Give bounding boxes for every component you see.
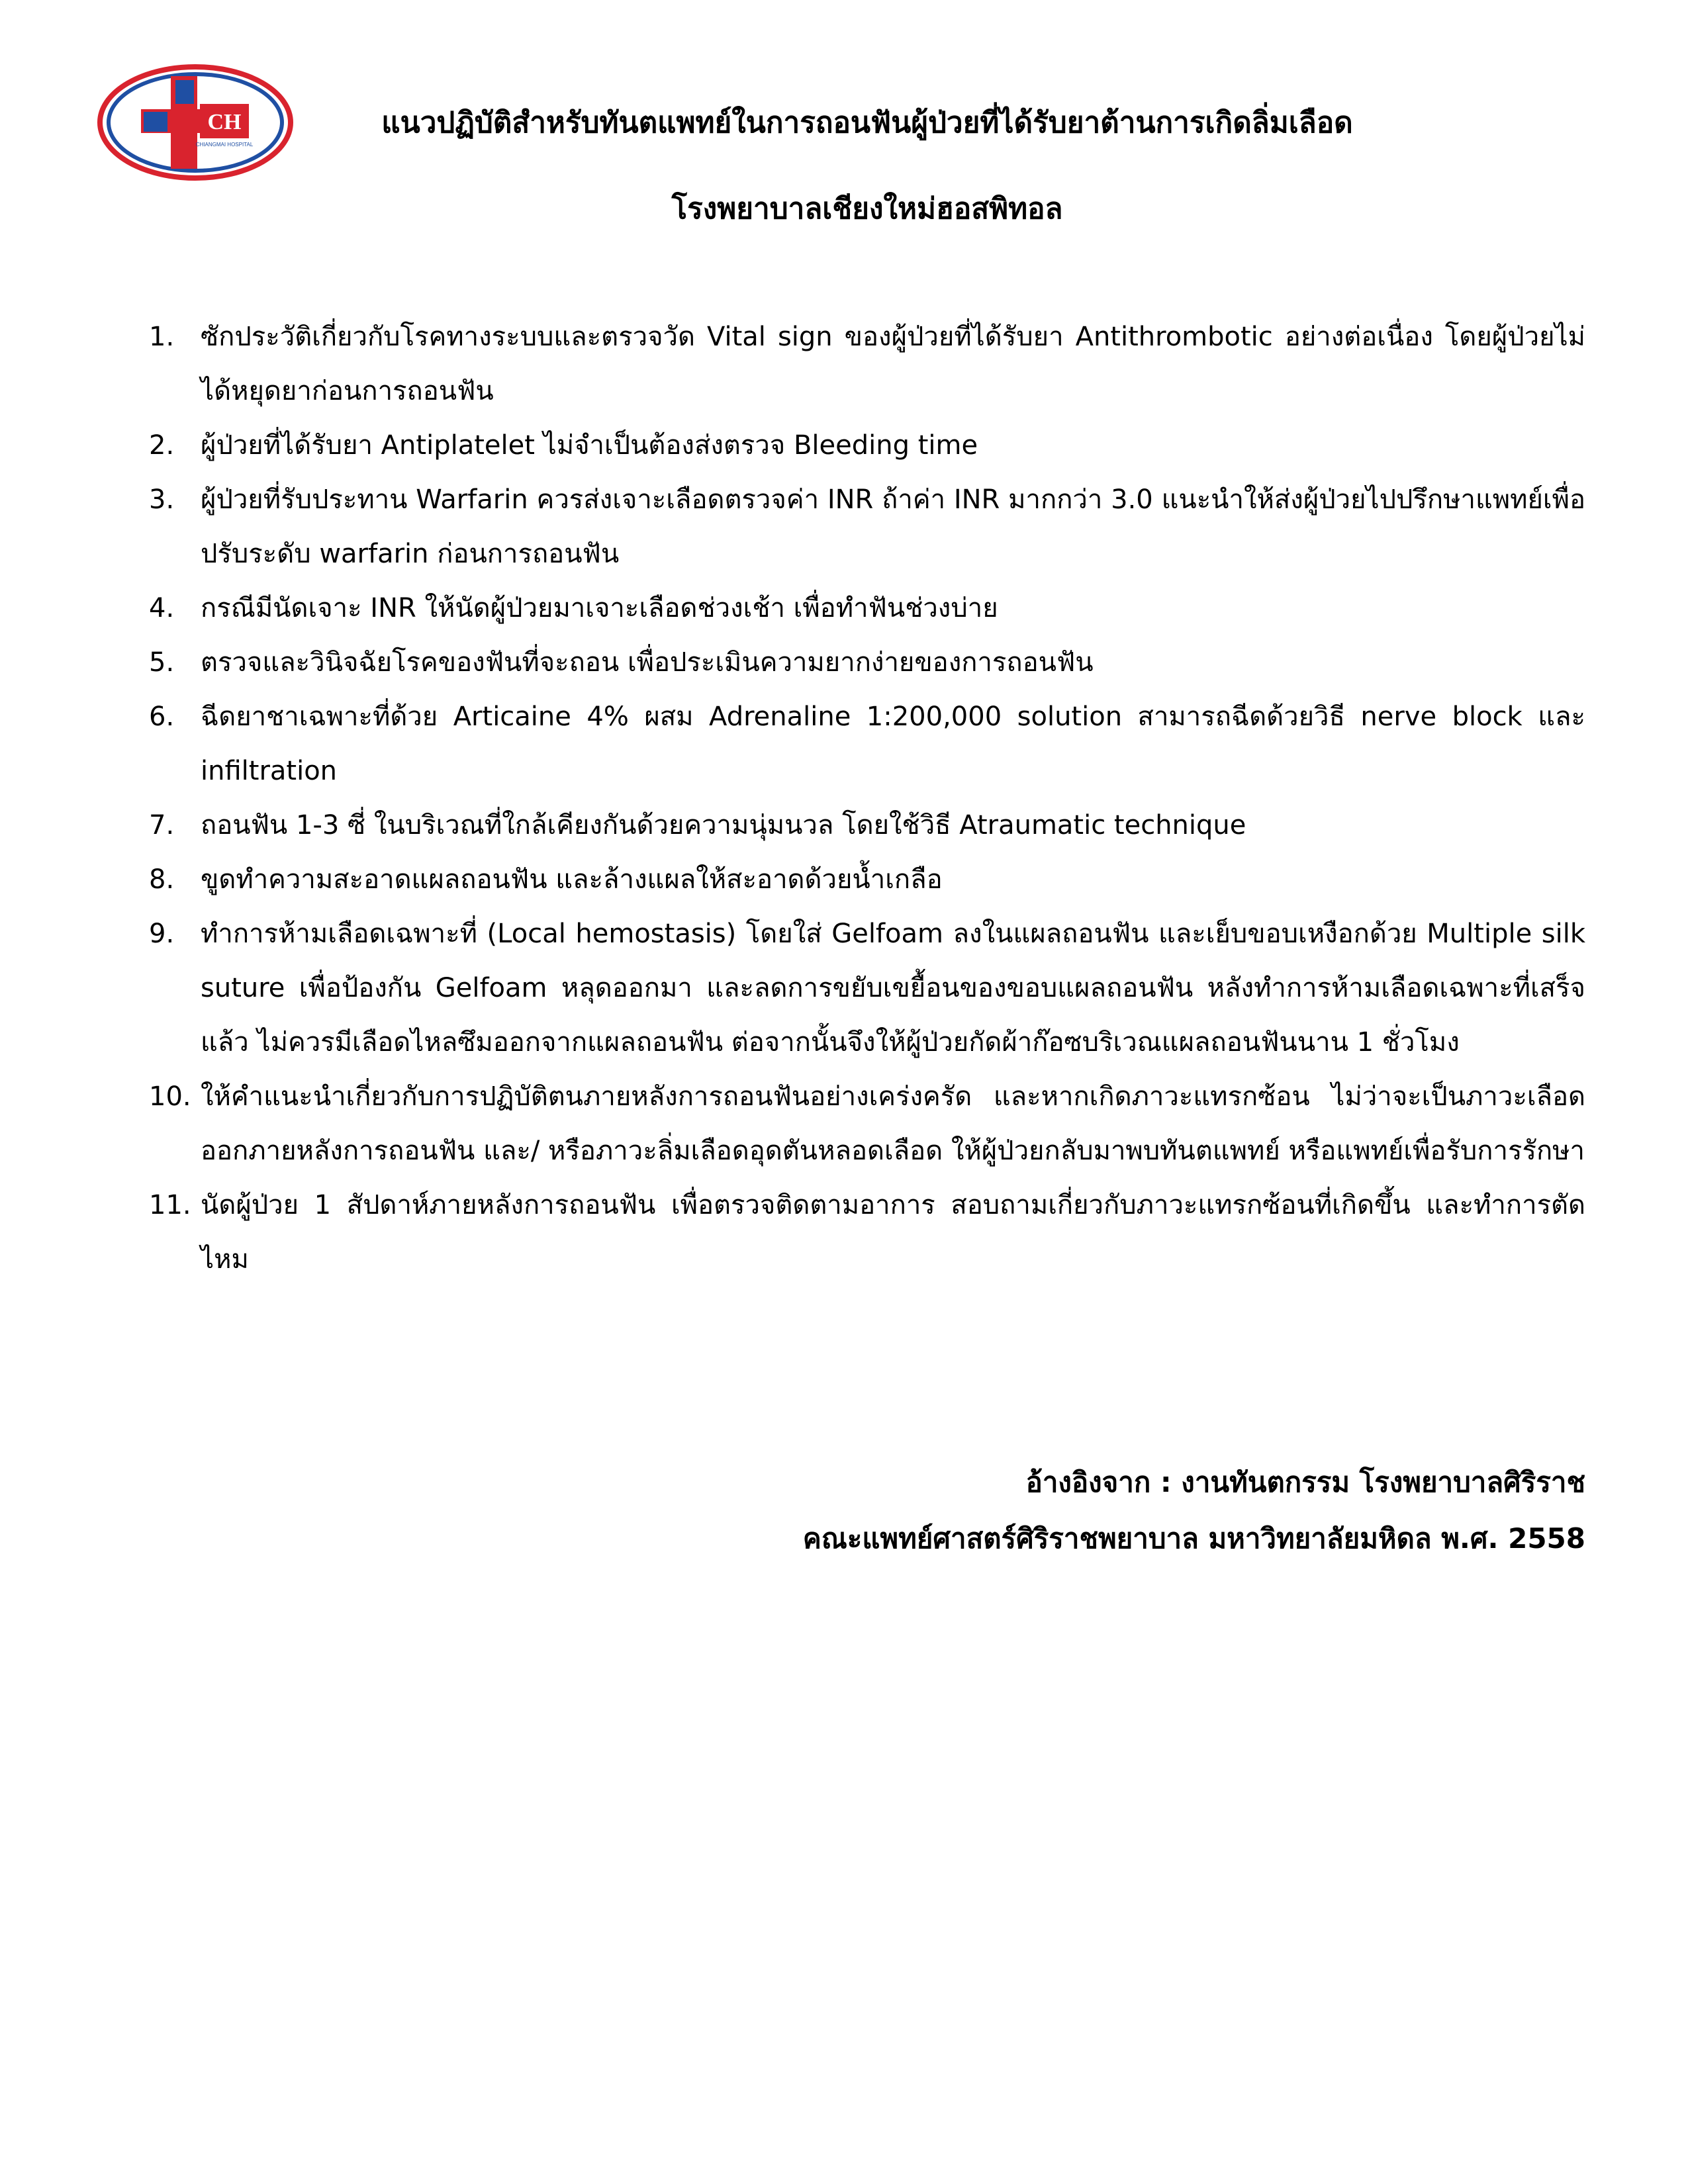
list-item <box>149 418 1585 473</box>
reference-line-2: คณะแพทย์ศาสตร์ศิริราชพยาบาล มหาวิทยาลัยมหิดล พ.ศ. 2558 <box>802 1522 1585 1555</box>
item-text: นัดผู้ป่วย 1 สัปดาห์ภายหลังการถอนฟัน เพื่อตรวจติดตามอาการ สอบถามเกี่ยวกับภาวะแทรกซ้อนที่เกิดขึ้น และทำการตัดไหม <box>201 1190 1585 1275</box>
list-item <box>149 310 1585 418</box>
item-text: ตรวจและวินิจฉัยโรคของฟันที่จะถอน เพื่อประเมินความยากง่ายของการถอนฟัน <box>201 647 1094 678</box>
item-number: 7. <box>149 810 175 841</box>
item-number: 8. <box>149 864 175 895</box>
item-text: ผู้ป่วยที่ได้รับยา Antiplatelet ไม่จำเป็นต้องส่งตรวจ Bleeding time <box>201 430 978 461</box>
item-number: 5. <box>149 647 175 678</box>
item-text: ให้คำแนะนำเกี่ยวกับการปฏิบัติตนภายหลังการถอนฟันอย่างเคร่งครัด และหากเกิดภาวะแทรกซ้อน ไม่ว่าจะเป็นภาวะเลือดออกภายหลังการถอนฟัน และ/ หรือภาวะลิ่มเลือดอุดตันหลอดเลือด ให้ผู้ป่วยกลับมาพบทันตแพทย์ หรือแพทย์เพื่อรับการรักษา <box>201 1081 1585 1166</box>
logo-caption: CHIANGMAI HOSPITAL <box>195 142 254 148</box>
page-title: แนวปฏิบัติสำหรับทันตแพทย์ในการถอนฟันผู้ป่วยที่ได้รับยาต้านการเกิดลิ่มเลือด <box>381 106 1353 140</box>
guideline-list <box>149 310 1585 1287</box>
reference-line-1: อ้างอิงจาก : งานทันตกรรม โรงพยาบาลศิริราช <box>1025 1466 1585 1498</box>
list-item <box>149 1069 1585 1178</box>
list-item <box>149 852 1585 907</box>
hospital-logo-graphic <box>96 63 295 182</box>
page-subtitle: โรงพยาบาลเชียงใหม่ฮอสพิทอล <box>671 192 1063 226</box>
list-item <box>149 798 1585 852</box>
list-item <box>149 1178 1585 1287</box>
item-number: 1. <box>149 322 175 352</box>
item-number: 3. <box>149 484 175 515</box>
item-text: ซักประวัติเกี่ยวกับโรคทางระบบและตรวจวัด Vital sign ของผู้ป่วยที่ได้รับยา Antithrombotic อย่างต่อเนื่อง โดยผู้ป่วยไม่ได้หยุดยาก่อนการถอนฟัน <box>201 322 1585 406</box>
item-text: ทำการห้ามเลือดเฉพาะที่ (Local hemostasis) โดยใส่ Gelfoam ลงในแผลถอนฟัน และเย็บขอบเหงือกด้วย Multiple silk suture เพื่อป้องกัน Gelfoam หลุดออกมา และลดการขยับเขยื้อนของขอบแผลถอนฟัน หลังทำการห้ามเลือดเฉพาะที่เสร็จแล้ว ไม่ควรมีเลือดไหลซึมออกจากแผลถอนฟัน ต่อจากนั้นจึงให้ผู้ป่วยกัดผ้าก๊อซบริเวณแผลถอนฟันนาน 1 ชั่วโมง <box>201 919 1585 1058</box>
item-text: ฉีดยาชาเฉพาะที่ด้วย Articaine 4% ผสม Adrenaline 1:200,000 solution สามารถฉีดด้วยวิธี nerve block และ infiltration <box>201 702 1585 786</box>
item-text: ขูดทำความสะอาดแผลถอนฟัน และล้างแผลให้สะอาดด้วยน้ำเกลือ <box>201 864 943 895</box>
list-item <box>149 581 1585 635</box>
list-item <box>149 907 1585 1069</box>
list-item <box>149 635 1585 690</box>
logo-text: CH <box>207 110 242 134</box>
list-item <box>149 690 1585 798</box>
item-number: 6. <box>149 702 175 732</box>
item-number: 11. <box>149 1190 191 1220</box>
list-item <box>149 473 1585 581</box>
item-number: 4. <box>149 593 175 623</box>
item-number: 9. <box>149 919 175 949</box>
item-number: 10. <box>149 1081 191 1112</box>
item-text: กรณีมีนัดเจาะ INR ให้นัดผู้ป่วยมาเจาะเลือดช่วงเช้า เพื่อทำฟันช่วงบ่าย <box>201 593 998 623</box>
hospital-logo <box>96 63 295 182</box>
item-number: 2. <box>149 430 175 461</box>
item-text: ถอนฟัน 1-3 ซี่ ในบริเวณที่ใกล้เคียงกันด้วยความนุ่มนวล โดยใช้วิธี Atraumatic technique <box>201 810 1246 841</box>
item-text: ผู้ป่วยที่รับประทาน Warfarin ควรส่งเจาะเลือดตรวจค่า INR ถ้าค่า INR มากกว่า 3.0 แนะนำให้ส่งผู้ป่วยไปปรึกษาแพทย์เพื่อปรับระดับ warfarin ก่อนการถอนฟัน <box>201 484 1585 569</box>
